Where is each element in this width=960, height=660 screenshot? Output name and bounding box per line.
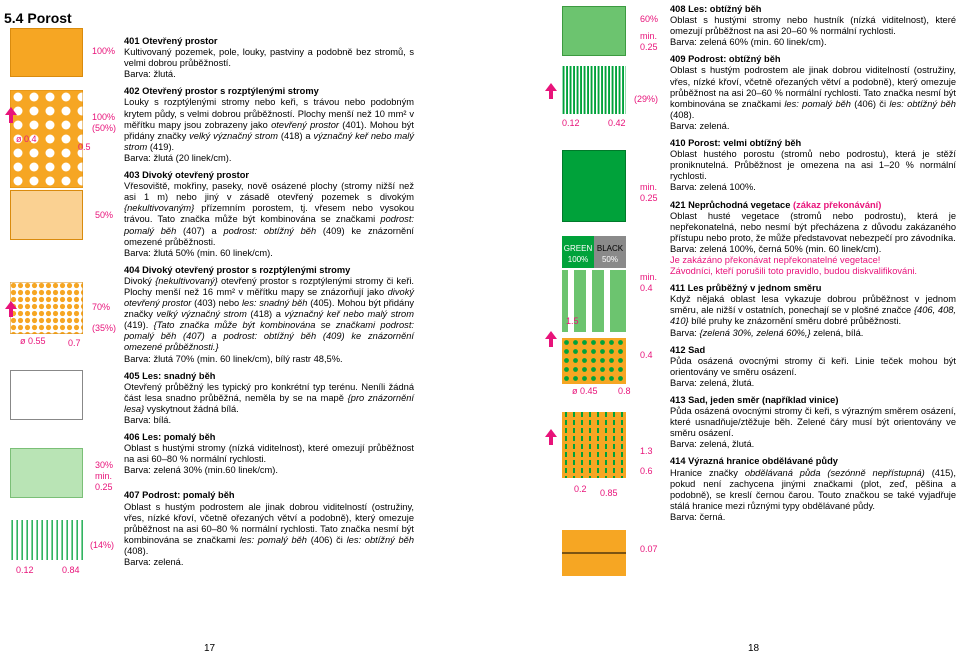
pct-402 <box>92 112 116 134</box>
entry-414-text: Hranice značky obdělávaná půda (sezónně nepřístupná) (415), pokud není zachycena jinými značkami (plot, zeď, pěšina a podobně), se kreslí černou čarou. Touto značkou se také vyjadřuje stálá hranice mezi různými typy obdělávané půdy. <box>670 467 956 511</box>
entry-409-title: 409 Podrost: obtížný běh <box>670 54 781 65</box>
entry-406-title: 406 Les: pomalý běh <box>124 432 216 443</box>
dim-404-diameter: ø 0.55 <box>20 336 46 346</box>
pct-410 <box>640 182 658 204</box>
dim-402-spacing: 0.5 <box>78 142 91 152</box>
entry-421-warning: Je zakázáno překonávat nepřekonatelné vegetace! <box>670 254 881 265</box>
pct-404-b: (35%) <box>92 323 117 333</box>
arrow-404 <box>4 300 18 318</box>
entry-412 <box>670 345 956 389</box>
symbol-413-vineyard <box>562 412 626 478</box>
entry-403-title: 403 Divoký otevřený prostor <box>124 170 250 181</box>
entry-411-text: Když nějaká oblast lesa vykazuje dobrou průběžnost v jednom směru, ale nižší v ostatních, ponechají se v plošné značce {406, 408, 410} bílé pruhy ke znázornění směru dobré průběžnosti. <box>670 294 956 327</box>
pct-402-a: 100% <box>92 112 116 122</box>
swatch-green-label: GREEN <box>563 244 593 253</box>
symbol-409-undergrowth-difficult <box>562 66 626 114</box>
pct-404 <box>92 302 116 334</box>
dim-404-spacing: 0.7 <box>68 338 81 348</box>
pct-401: 100% <box>92 46 116 56</box>
entry-410-title: 410 Porost: velmi obtížný běh <box>670 138 802 149</box>
arrow-409 <box>544 82 558 100</box>
pct-408-b: min. <box>640 31 658 41</box>
entry-403 <box>124 170 414 259</box>
swatch-black-pct: 50% <box>601 255 618 264</box>
pct-408-a: 60% <box>640 14 659 24</box>
entry-407-color: Barva: zelená. <box>124 557 184 568</box>
symbol-403-rough-open-land <box>10 190 83 240</box>
dim-412-gap: 0.8 <box>618 386 631 396</box>
symbol-406-forest-slow-running <box>10 448 83 498</box>
swatch-black-label: BLACK <box>596 244 624 253</box>
dim-413-spacing: 0.85 <box>600 488 618 498</box>
entry-413-color: Barva: zelená, žlutá. <box>670 439 755 450</box>
entry-407 <box>124 490 414 568</box>
entry-408 <box>670 4 956 48</box>
entry-411-title: 411 Les průběžný v jednom směru <box>670 283 822 294</box>
pct-402-b: (50%) <box>92 123 117 133</box>
entry-407-text: Oblast s hustým podrostem ale jinak dobrou viditelností (ostružiny, vřes, nízké křoví, včetně ořezaných větví a podobně), který omezuje průběžnost na asi 60–80 % normální rychlosti. Tato značka nesmí být kombinována se značkami les: pomalý běh (406) či les: obtížný běh (408). <box>124 501 414 556</box>
entry-401-title: 401 Otevřený prostor <box>124 36 218 46</box>
entry-412-text: Půda osázená ovocnými stromy či keři. Linie teček mohou být orientovány ve směru osázení. <box>670 355 956 377</box>
pattern-404 <box>10 282 83 334</box>
dim-409-width: 0.12 <box>562 118 580 128</box>
symbol-405-forest-easy-running <box>10 370 83 420</box>
entry-403-text: Vřesoviště, mokřiny, paseky, nově osázené plochy (stromy nižší než asi 1 m) nebo jiný v zásadě otevřený pozemek s divokým {nekultivovaným} přízemním porostem, tj. vřesem nebo vysokou trávou. Tato značka může být kombinována se značkami podrost: pomalý běh (407) a podrost: obtížný běh (409) ke znázornění omezené průběžnosti. <box>124 181 414 247</box>
pattern-413 <box>562 412 626 478</box>
symbol-404-rough-open-land-scattered-trees <box>10 282 83 334</box>
entry-421-text: Oblast husté vegetace (stromů nebo podrostu), která je nepřekonatelná, nebo nesmí být přecházena z důvodu zakázaného přístupu nebo proto, že může představovat nebezpečí pro závodníka. <box>670 210 956 243</box>
symbol-410-vegetation-very-difficult <box>562 150 626 222</box>
entry-414 <box>670 456 956 523</box>
entry-410-text: Oblast hustého porostu (stromů nebo podrostu), která je stěží proniknutelná. Průběžnost je omezena na asi 1–20 % normální rychlosti. <box>670 149 956 182</box>
pct-411-a: min. <box>640 272 658 282</box>
entry-421-color: Barva: zelená 100%, černá 50% (min. 60 linek/cm). <box>670 243 882 254</box>
entry-409-text: Oblast s hustým podrostem ale jinak dobrou viditelností (ostružiny, vřes, nízké křoví, včetně ořezaných větví a podobně), který omezuje průběžnost na asi 20–60 % normální rychlosti. Tato značka nesmí být kombinována se značkami les: pomalý běh (406) či les: obtížný běh (408). <box>670 65 956 120</box>
entry-412-color: Barva: zelená, žlutá. <box>670 377 755 388</box>
entry-404 <box>124 265 414 365</box>
symbol-401-open-land <box>10 28 83 77</box>
dim-413-gap: 0.6 <box>640 466 653 476</box>
entry-411 <box>670 283 956 338</box>
pattern-407 <box>10 520 83 560</box>
pct-411-b: 0.4 <box>640 283 653 293</box>
entry-403-color: Barva: žlutá 50% (min. 60 linek/cm). <box>124 247 273 258</box>
left-text-column <box>124 36 414 574</box>
dim-409-spacing: 0.42 <box>608 118 626 128</box>
entry-404-title: 404 Divoký otevřený prostor s rozptýlenými stromy <box>124 264 351 275</box>
entry-409-color: Barva: zelená. <box>670 120 730 131</box>
symbol-412-orchard <box>562 338 626 384</box>
entry-407-title: 407 Podrost: pomalý běh <box>124 490 235 501</box>
entry-401-color: Barva: žlutá. <box>124 69 176 80</box>
dim-413-length: 1.3 <box>640 446 653 456</box>
arrow-402 <box>4 106 18 124</box>
entry-405-title: 405 Les: snadný běh <box>124 370 216 381</box>
pct-410-b: 0.25 <box>640 193 658 203</box>
entry-410 <box>670 138 956 193</box>
right-text-column <box>670 4 956 529</box>
pct-407: (14%) <box>90 540 115 550</box>
entry-404-color: Barva: žlutá 70% (min. 60 linek/cm), bílý rastr 48,5%. <box>124 353 343 364</box>
arrow-412 <box>544 330 558 348</box>
entry-402 <box>124 86 414 164</box>
section-heading: 5.4 Porost <box>4 10 72 26</box>
pattern-412 <box>562 338 626 384</box>
entry-405 <box>124 371 414 426</box>
entry-402-title: 402 Otevřený prostor s rozptýlenými stromy <box>124 86 319 97</box>
dim-411-width: 0.4 <box>640 350 653 360</box>
page-number-left: 17 <box>204 643 216 654</box>
dim-402-diameter: ø 0.4 <box>16 134 37 144</box>
pct-406-b: min. <box>95 471 113 481</box>
pct-409: (29%) <box>634 94 659 104</box>
pct-406 <box>95 460 113 493</box>
entry-413-text: Půda osázená ovocnými stromy či keři, s výrazným směrem osázení, které usnadňuje/ztěžuje běh. Zelené čáry musí být orientovány ve směru osázení. <box>670 406 956 439</box>
page-number-right: 18 <box>748 643 760 654</box>
entry-412-title: 412 Sad <box>670 344 706 355</box>
entry-413-title: 413 Sad, jeden směr (například vinice) <box>670 395 839 405</box>
pct-410-a: min. <box>640 182 658 192</box>
symbol-407-undergrowth-slow-running <box>10 520 83 560</box>
left-page <box>0 0 478 660</box>
swatch-green-pct: 100% <box>567 255 589 264</box>
dim-412-spacing: 1.5 <box>566 316 579 326</box>
entry-401-text: Kultivovaný pozemek, pole, louky, pastviny a podobně bez stromů, s velmi dobrou průběžností. <box>124 47 414 69</box>
entry-406 <box>124 432 414 476</box>
entry-402-text: Louky s rozptýlenými stromy nebo keři, s trávou nebo podobným krytem půdy, s velmi dobrou průběžností. Plochy menší než 10 mm² v měřítku mapy jsou zobrazeny jako otevřený prostor (401). Mohou být přidány značky velký význačný strom (418) a význačný keř nebo malý strom (419). <box>124 97 414 152</box>
entry-405-text: Otevřený průběžný les typický pro konkrétní typ terénu. Neníli žádná část lesa snadno průběžná, neměla by se na mapě {pro znázornění lesa} vyskytnout žádná bílá. <box>124 381 414 414</box>
symbol-421-impassable-vegetation <box>562 236 626 268</box>
pattern-414 <box>562 530 626 576</box>
pct-406-c: 0.25 <box>95 482 113 492</box>
pct-408-c: 0.25 <box>640 42 658 52</box>
dim-412-diameter: ø 0.45 <box>572 386 598 396</box>
arrow-413 <box>544 428 558 446</box>
entry-406-color: Barva: zelená 30% (min.60 linek/cm). <box>124 465 278 476</box>
pct-411 <box>640 272 657 294</box>
dim-407-spacing: 0.84 <box>62 565 80 575</box>
entry-408-title: 408 Les: obtížný běh <box>670 4 762 14</box>
dim-407-width: 0.12 <box>16 565 34 575</box>
symbol-414-cultivated-boundary <box>562 530 626 576</box>
dim-413-width: 0.2 <box>574 484 587 494</box>
entry-410-color: Barva: zelená 100%. <box>670 182 756 193</box>
entry-414-color: Barva: černá. <box>670 511 726 522</box>
entry-414-title: 414 Výrazná hranice obdělávané půdy <box>670 456 838 467</box>
entry-408-color: Barva: zelená 60% (min. 60 linek/cm). <box>670 37 827 48</box>
right-page <box>482 0 960 660</box>
entry-421-disqualify: Závodníci, kteří porušili toto pravidlo, budou diskvalifikováni. <box>670 266 918 277</box>
entry-421-title: 421 Neprůchodná vegetace (zákaz překonávání) <box>670 199 882 210</box>
pct-408 <box>640 14 658 53</box>
pattern-409 <box>562 66 626 114</box>
entry-413 <box>670 395 956 450</box>
entry-411-color: Barva: {zelená 30%, zelená 60%,} zelená, bílá. <box>670 327 864 338</box>
entry-401 <box>124 36 414 80</box>
entry-408-text: Oblast s hustými stromy nebo hustník (nízká viditelnost), které omezují průběžnost na asi 20–60 % normální rychlosti. <box>670 15 956 37</box>
entry-406-text: Oblast s hustými stromy (nízká viditelnost), které omezují průběžnost na asi 60–80 % normální rychlosti. <box>124 443 414 465</box>
pct-403: 50% <box>95 210 114 220</box>
entry-405-color: Barva: bílá. <box>124 415 172 425</box>
entry-402-color: Barva: žlutá (20 linek/cm). <box>124 152 232 163</box>
dim-414-width: 0.07 <box>640 544 658 554</box>
pct-404-a: 70% <box>92 302 111 312</box>
entry-409 <box>670 54 956 132</box>
entry-421 <box>670 200 956 278</box>
symbol-408-forest-difficult <box>562 6 626 56</box>
pct-406-a: 30% <box>95 460 114 470</box>
entry-404-text: Divoký {nekultivovaný} otevřený prostor s rozptýlenými stromy či keři. Plochy menší než 16 mm² v měřítku mapy se znázorňují jako divoký otevřený prostor (403) nebo les: snadný běh (405). Mohou být přidány značky velký význačný strom (418) a význačný keř nebo malý strom (419). {Tato značka může být kombinována se značkami podrost: pomalý běh (407) a podrost: obtížný běh (409) ke znázornění omezené průběžnosti.} <box>124 275 415 353</box>
